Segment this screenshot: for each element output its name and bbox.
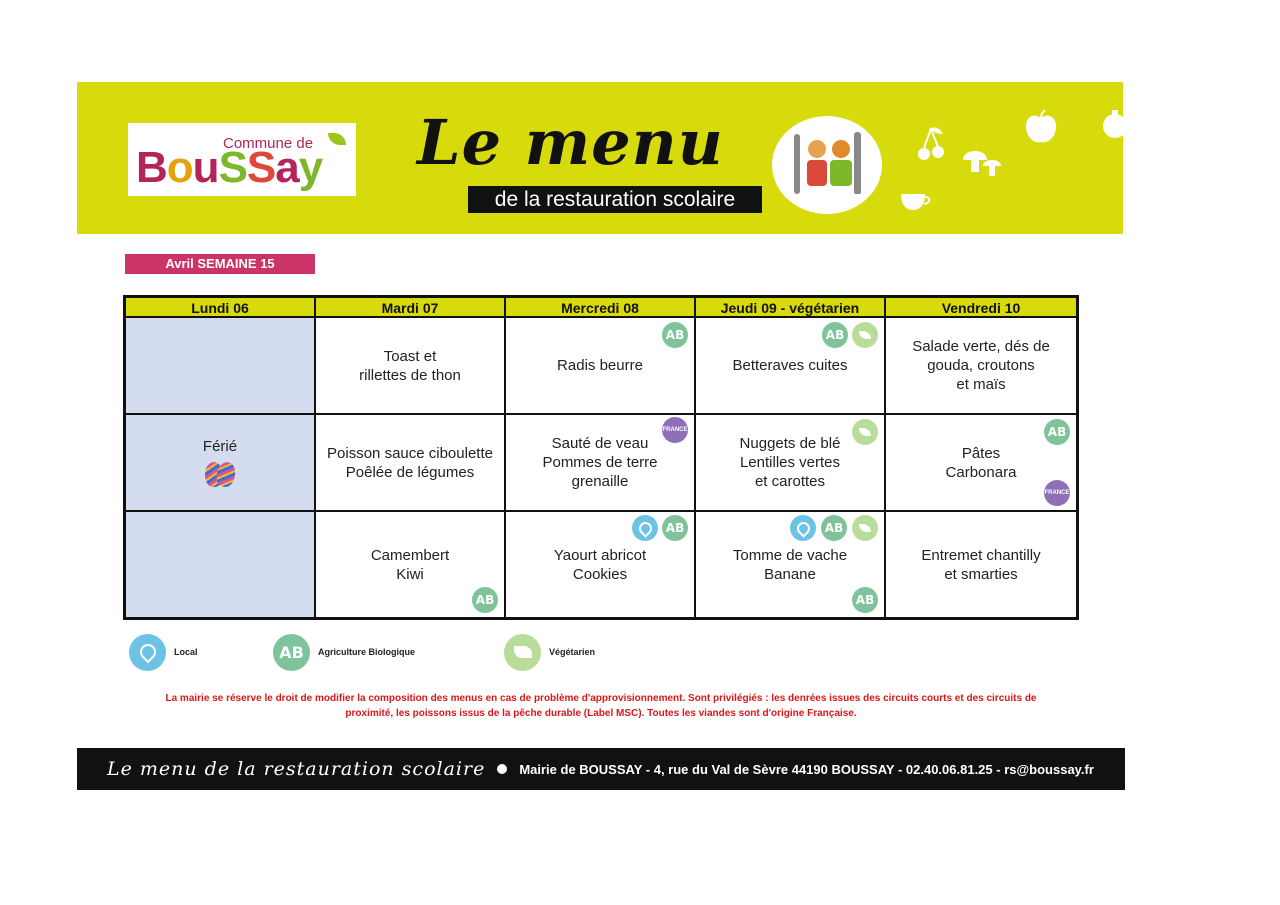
vegetarian-leaf-icon — [852, 515, 878, 541]
organic-ab-icon: AB — [662, 515, 688, 541]
wednesday-starter — [506, 318, 696, 415]
dish-text: Yaourt abricot Cookies — [553, 546, 647, 583]
legend-label: Local — [174, 647, 198, 657]
dish-text: Sauté de veau Pommes de terre grenaille — [542, 435, 658, 490]
local-pin-icon — [632, 515, 658, 541]
vegetarian-leaf-icon — [852, 322, 878, 348]
dish-text: Toast et rillettes de thon — [359, 347, 461, 384]
legend-organic — [273, 634, 415, 670]
friday-dessert — [886, 512, 1076, 617]
thursday-starter — [696, 318, 886, 415]
apple-icon — [1023, 110, 1059, 146]
wednesday-dessert — [506, 512, 696, 617]
friday-starter — [886, 318, 1076, 415]
mushroom-icon — [961, 144, 1003, 180]
local-pin-icon — [129, 634, 166, 671]
monday-starter — [126, 318, 316, 415]
dish-text: Poisson sauce ciboulette Poêlée de légumes — [327, 444, 493, 481]
thursday-main — [696, 415, 886, 512]
dish-text: Nuggets de blé Lentilles vertes et carottes — [739, 435, 841, 490]
tuesday-main — [316, 415, 506, 512]
vegetarian-leaf-icon — [852, 419, 878, 445]
footer-contact: Mairie de BOUSSAY - 4, rue du Val de Sèvre 44190 BOUSSAY - 02.40.06.81.25 - rs@boussay.fr — [519, 761, 1094, 777]
day-header-wednesday: Mercredi 08 — [506, 298, 696, 318]
thursday-dessert — [696, 512, 886, 617]
boussay-logo — [128, 123, 356, 196]
footer-title: Le menu de la restauration scolaire — [107, 758, 486, 780]
organic-ab-icon: AB — [852, 587, 878, 613]
dish-text: Entremet chantilly et smarties — [921, 546, 1041, 583]
organic-ab-icon: AB — [273, 634, 310, 671]
menu-table — [123, 295, 1079, 620]
friday-main — [886, 415, 1076, 512]
local-pin-icon — [790, 515, 816, 541]
day-header-monday: Lundi 06 — [126, 298, 316, 318]
france-origin-icon: FRANCE — [662, 417, 688, 443]
footer-bar — [77, 748, 1125, 790]
wednesday-main — [506, 415, 696, 512]
legend-label: Agriculture Biologique — [318, 647, 416, 657]
organic-ab-icon: AB — [1044, 419, 1070, 445]
logo-subtitle: Commune de — [223, 135, 314, 152]
cherries-icon — [917, 126, 945, 162]
tuesday-starter — [316, 318, 506, 415]
leaf-icon — [328, 133, 346, 145]
cup-icon — [899, 190, 933, 212]
france-origin-icon: FRANCE — [1044, 480, 1070, 506]
dish-text: Salade verte, dés de gouda, croutons et maïs — [912, 338, 1050, 393]
tuesday-dessert — [316, 512, 506, 617]
teapot-icon — [1099, 104, 1123, 142]
dish-text: Tomme de vache Banane — [732, 546, 848, 583]
page-subtitle: de la restauration scolaire — [468, 186, 762, 213]
legend-vegetarian — [504, 634, 595, 670]
legend-local — [129, 634, 198, 670]
organic-ab-icon: AB — [662, 322, 688, 348]
logo-wordmark: BouSSay — [136, 143, 323, 192]
dish-text: Radis beurre — [557, 357, 643, 374]
organic-ab-icon: AB — [472, 587, 498, 613]
page-title: Le menu — [417, 106, 724, 179]
day-header-friday: Vendredi 10 — [886, 298, 1076, 318]
legend-label: Végétarien — [549, 647, 596, 657]
easter-eggs-icon — [205, 462, 235, 488]
day-header-thursday: Jeudi 09 - végétarien — [696, 298, 886, 318]
organic-ab-icon: AB — [822, 322, 848, 348]
vegetarian-leaf-icon — [504, 634, 541, 671]
dish-text: Pâtes Carbonara — [945, 444, 1017, 481]
day-header-tuesday: Mardi 07 — [316, 298, 506, 318]
week-label: Avril SEMAINE 15 — [125, 254, 315, 274]
header-banner — [77, 82, 1123, 234]
dish-text: Betteraves cuites — [732, 357, 848, 374]
bullet-icon — [497, 764, 507, 774]
disclaimer: La mairie se réserve le droit de modifier la composition des menus en cas de problème d'approvisionnement. Sont privilégiés : les denrées issues des circuits courts et des circuits de proximité, les poissons issus de la pêche durable (Label MSC). Toutes les viandes sont d'origine Française. — [165, 693, 1037, 719]
monday-main — [126, 415, 316, 512]
kids-illustration-icon — [772, 116, 882, 214]
organic-ab-icon: AB — [821, 515, 847, 541]
dish-text: Camembert Kiwi — [370, 546, 450, 583]
monday-dessert — [126, 512, 316, 617]
holiday-text: Férié — [202, 438, 238, 455]
